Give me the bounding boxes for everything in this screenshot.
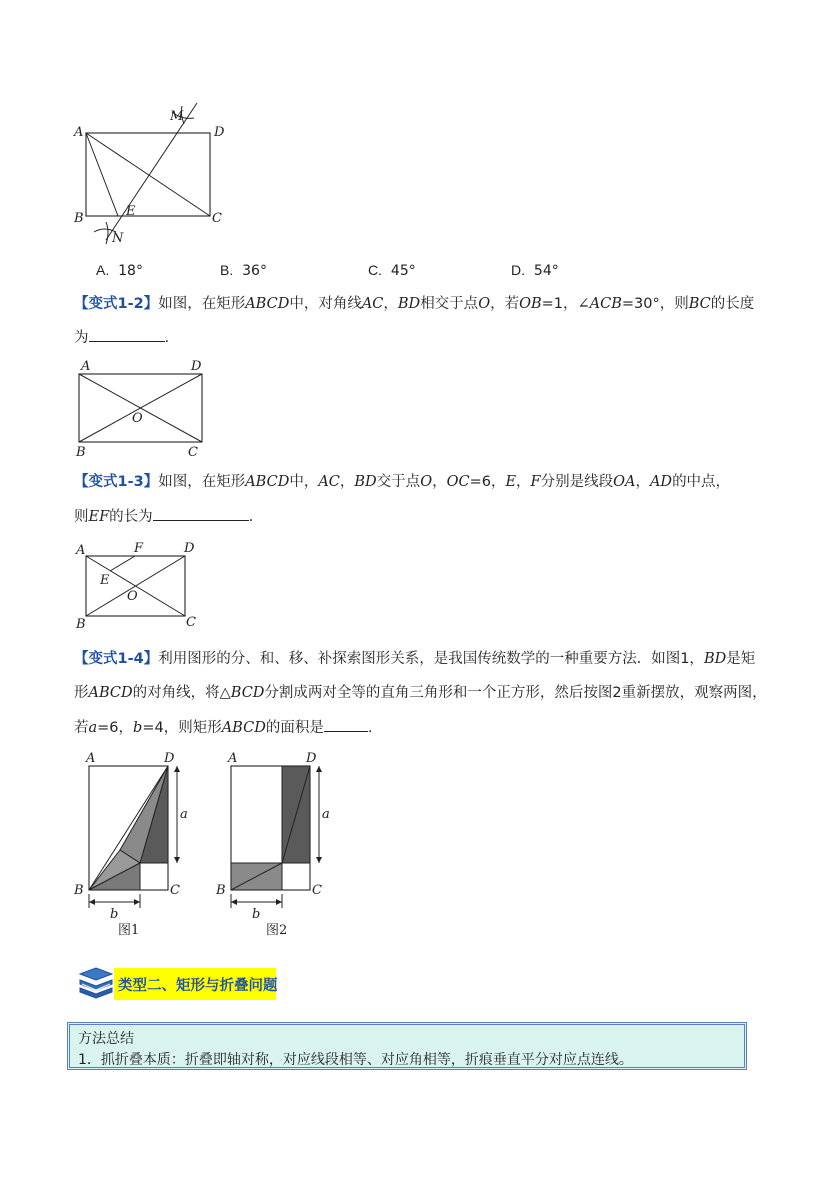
fig2-d: D: [191, 359, 202, 374]
section-title: 类型二、矩形与折叠问题: [118, 978, 278, 994]
v14-line2: 形ABCD的对角线，将△BCD分割成两对全等的直角三角形和一个正方形，然后按图2重新摆放，观察两图，: [74, 685, 767, 701]
fig4-1-dim-b: b: [110, 907, 119, 922]
v12-tag: 【变式1-2】: [74, 296, 159, 312]
fig4-1-dim-a: a: [180, 807, 188, 822]
option-a[interactable]: A. 18°: [96, 262, 143, 279]
v12-answer-blank[interactable]: [89, 327, 165, 342]
dim-b-arrow-right: [134, 899, 140, 905]
books-icon: [76, 964, 116, 1002]
option-b[interactable]: B. 36°: [220, 262, 267, 279]
label-d: D: [214, 125, 225, 140]
fig4-1-b: B: [74, 883, 84, 898]
dim-a-arrow-top: [174, 766, 180, 772]
fig4-2-dim-a: a: [322, 807, 330, 822]
v13-answer-blank[interactable]: [153, 506, 249, 521]
fig4-2-d: D: [306, 751, 317, 766]
summary-title: 方法总结: [78, 1031, 134, 1047]
figure-dissection-1: [70, 748, 200, 942]
fig2-c: C: [188, 445, 198, 460]
arc-n2: [106, 222, 108, 244]
fig2-a: A: [81, 359, 91, 374]
v13-tag: 【变式1-3】: [74, 474, 159, 490]
figure-rectangle-midpoints: [72, 536, 212, 632]
v14-line3: 若a=6，b=4，则矩形ABCD的面积是 .: [74, 717, 372, 738]
fig4-2-c: C: [312, 883, 322, 898]
label-n: N: [112, 231, 124, 246]
fig4-1-d: D: [164, 751, 175, 766]
label-e: E: [126, 204, 136, 219]
figure-dissection-2: [212, 748, 342, 942]
fig4-1-a: A: [86, 751, 96, 766]
fig4-2-dim-b: b: [252, 907, 261, 922]
v14-answer-blank[interactable]: [324, 717, 368, 732]
segment-ae: [86, 133, 118, 216]
v12-line1: 【变式1-2】如图，在矩形ABCD中，对角线AC，BD相交于点O，若OB=1，∠ACB=30°，则BC的长度: [74, 296, 755, 312]
label-c: C: [212, 211, 222, 226]
dim-a-arrow-bot: [174, 857, 180, 863]
fig4-2-caption: 图2: [266, 923, 288, 938]
fig3-a: A: [76, 543, 86, 558]
fig2-b: B: [76, 445, 86, 460]
v13-line2: 则EF的长为 .: [74, 506, 253, 527]
v12-line2: 为 .: [74, 327, 169, 348]
fig2-o: O: [132, 411, 143, 426]
fig4-1-c: C: [170, 883, 180, 898]
label-b: B: [74, 211, 84, 226]
fig3-d: D: [184, 541, 195, 556]
summary-body: 1．抓折叠本质：折叠即轴对称，对应线段相等、对应角相等，折痕垂直平分对应点连线。: [78, 1052, 633, 1068]
figure-rectangle-bisector: [70, 98, 240, 250]
dim-b-arrow-left: [89, 899, 95, 905]
fig4-2-b: B: [216, 883, 226, 898]
v14-line1: 【变式1-4】利用图形的分、和、移、补探索图形关系，是我国传统数学的一种重要方法．如图1，BD是矩: [74, 651, 756, 667]
diagonal-ac: [86, 133, 210, 216]
label-m: M: [170, 109, 184, 124]
fig4-1-caption: 图1: [118, 923, 140, 938]
option-c[interactable]: C. 45°: [368, 262, 416, 279]
method-summary-box: [67, 1022, 747, 1070]
segment-ef: [110, 556, 135, 571]
fig3-o: O: [127, 589, 138, 604]
fig3-b: B: [76, 617, 86, 632]
fig3-f: F: [134, 541, 144, 556]
option-d[interactable]: D. 54°: [511, 262, 559, 279]
label-a: A: [74, 125, 84, 140]
figure-rectangle-diagonals: [72, 356, 212, 460]
v14-tag: 【变式1-4】: [74, 651, 159, 667]
v13-line1: 【变式1-3】如图，在矩形ABCD中，AC，BD交于点O，OC=6，E，F分别是线段OA，AD的中点，: [74, 474, 731, 490]
fig4-2-a: A: [228, 751, 238, 766]
fig3-e: E: [100, 573, 110, 588]
fig3-c: C: [186, 615, 196, 630]
